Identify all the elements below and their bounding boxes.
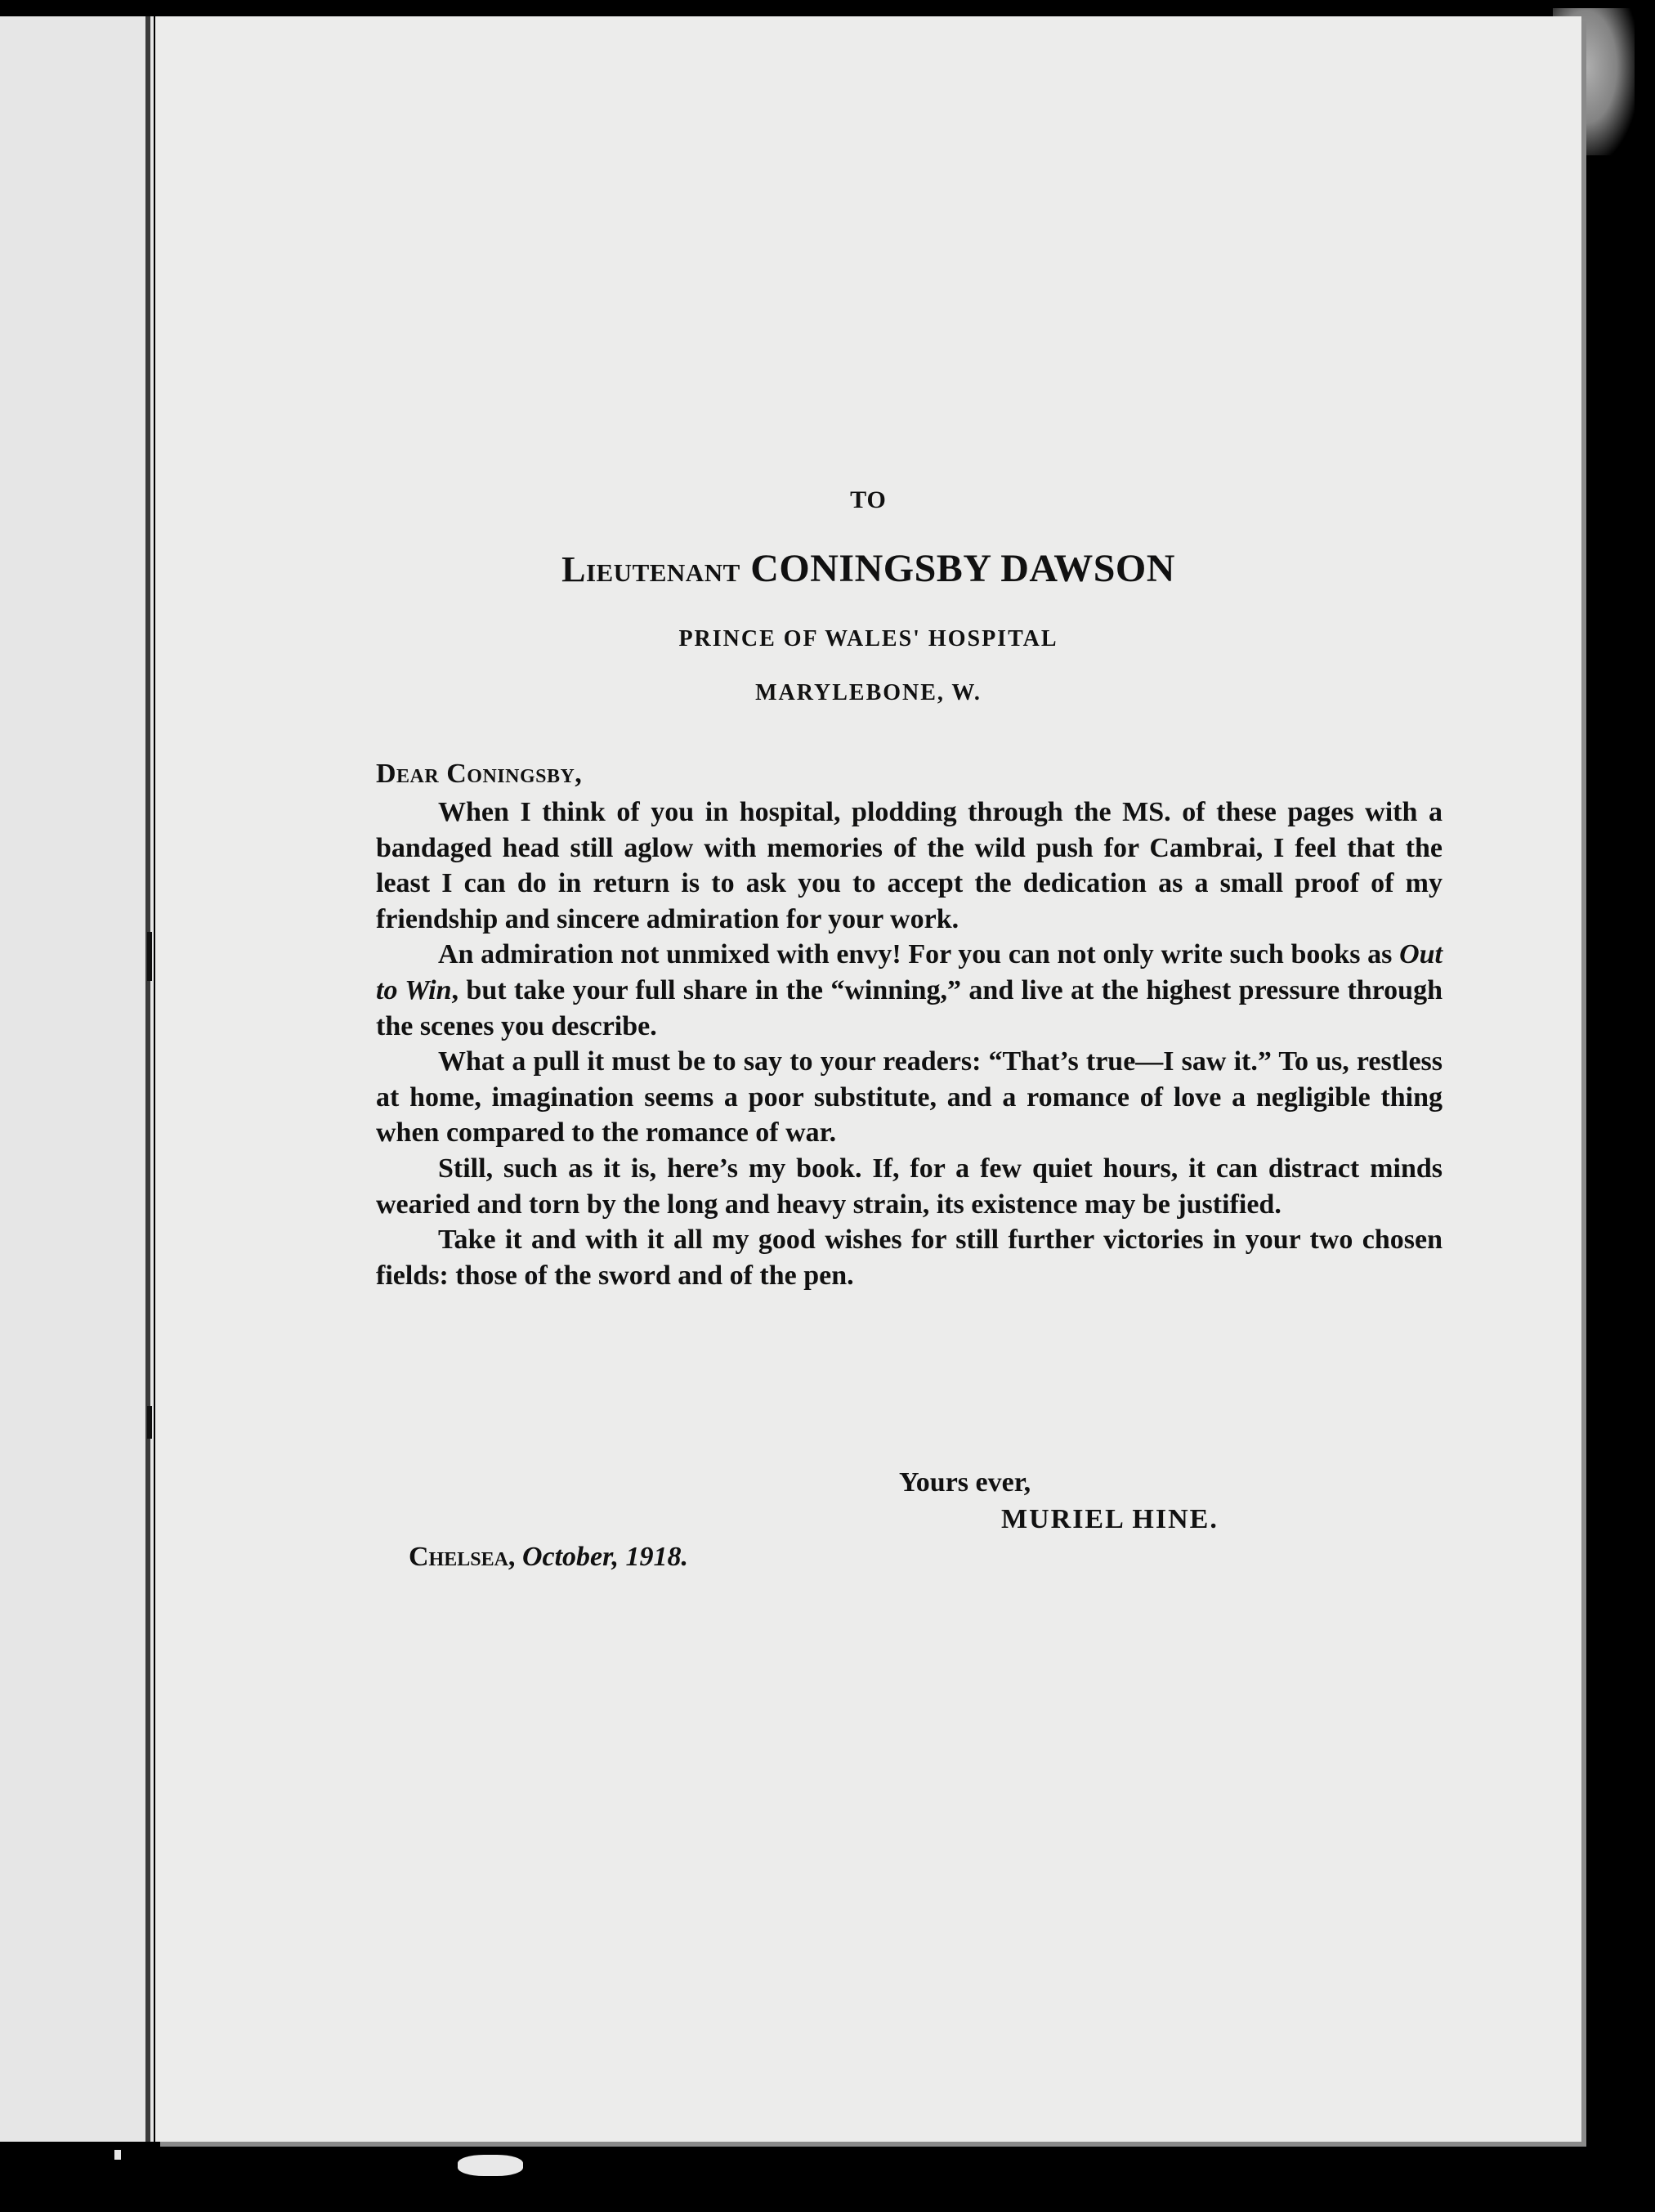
page-gutter-line bbox=[145, 16, 150, 2142]
salutation: Dear Coningsby, bbox=[376, 759, 583, 789]
recipient-surname: CONINGSBY DAWSON bbox=[750, 547, 1175, 590]
scan-speck bbox=[458, 2155, 523, 2176]
scan-speck bbox=[114, 2150, 121, 2160]
dateline-place: Chelsea, bbox=[409, 1542, 516, 1572]
page-content bbox=[155, 16, 1581, 2142]
book-title: Out to Win bbox=[376, 939, 1443, 1005]
letter-body bbox=[376, 795, 1443, 1293]
dateline bbox=[409, 1542, 688, 1573]
paragraph: When I think of you in hospital, plodding through the MS. of these pages with a bandaged head still aglow with memories of the wild push for Cambrai, I feel that the least I can do in return is to ask you to accept the dedication as a small proof of my friendship and sincere admiration for your work. bbox=[376, 797, 1443, 934]
book-page bbox=[155, 16, 1581, 2142]
dedication-to: TO bbox=[850, 486, 887, 513]
recipient-address-2: MARYLEBONE, W. bbox=[755, 680, 982, 705]
signature: MURIEL HINE. bbox=[1001, 1504, 1219, 1534]
paragraph: Take it and with it all my good wishes for still further victories in your two chosen fields: those of the sword and of the pen. bbox=[376, 1225, 1443, 1291]
paragraph: Still, such as it is, here’s my book. If, for a few quiet hours, it can distract minds wearied and torn by the long and heavy strain, its existence may be justified. bbox=[376, 1153, 1443, 1220]
facing-page-edge bbox=[0, 16, 154, 2142]
gutter-mark bbox=[147, 1406, 152, 1439]
recipient-rank: Lieutenant bbox=[561, 549, 740, 589]
paragraph: An admiration not unmixed with envy! For you can not only write such books as Out to Win, but take your full share in the “winning,” and live at the highest pressure through the scenes you describe. bbox=[376, 939, 1443, 1041]
gutter-mark bbox=[147, 932, 152, 981]
recipient-address-1: PRINCE OF WALES' HOSPITAL bbox=[678, 626, 1058, 652]
dateline-date: October, 1918. bbox=[521, 1542, 688, 1572]
recipient-name bbox=[155, 546, 1581, 591]
paragraph: What a pull it must be to say to your readers: “That’s true—I saw it.” To us, restless at home, imagination seems a poor substitute, and a romance of love a negligible thing when compared to the romance of war. bbox=[376, 1046, 1443, 1149]
closing: Yours ever, bbox=[899, 1467, 1031, 1498]
